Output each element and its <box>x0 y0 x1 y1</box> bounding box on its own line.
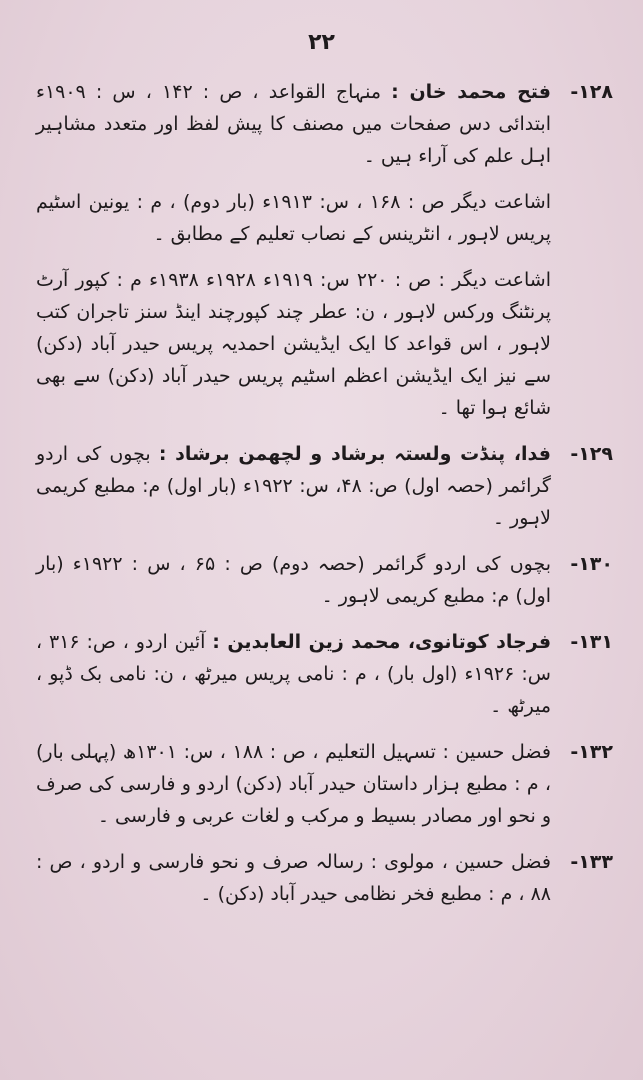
entry-number: ۱۲۹- <box>570 443 613 465</box>
entry-129 <box>36 438 613 534</box>
entry-130 <box>36 548 613 612</box>
entry-128-edition-2 <box>36 186 613 250</box>
entry-132 <box>36 736 613 832</box>
entry-number: ۱۳۰- <box>570 553 613 575</box>
page-number: ۲۲ <box>308 30 335 55</box>
entry-128-edition-3 <box>36 264 613 424</box>
entry-number: ۱۲۸- <box>570 81 613 103</box>
entry-133 <box>36 846 613 910</box>
entry-text: فضل حسین : تسہیل التعلیم ، ص : ۱۸۸ ، س: ۱۳۰۱ھ (پہلی بار) ، م : مطبع ہزار داستان حیدر آباد (دکن) اردو و فارسی کی صرف و نحو اور مصادر بسیط و مرکب و لغات عربی و فارسی ۔ <box>36 741 551 827</box>
entry-number: ۱۳۲- <box>570 741 613 763</box>
entry-author: فتح محمد خان : <box>391 81 551 103</box>
entry-author: فدا، پنڈت ولستہ برشاد و لچھمن برشاد : <box>158 443 551 465</box>
entry-text: اشاعت دیگر : ص : ۲۲۰ س: ۱۹۱۹ء ۱۹۲۸ء ۱۹۳۸ء م : کپور آرٹ پرنٹنگ ورکس لاہور ، ن: عطر چند کپورچند اینڈ سنز تاجران کتب لاہور ، اس قواعد کا ایک ایڈیشن احمدیہ پریس حیدر آباد (دکن) سے نیز ایک ایڈیشن اعظم اسٹیم پریس حیدر آباد (دکن) سے بھی شائع ہوا تھا ۔ <box>36 269 551 419</box>
entry-text: اشاعت دیگر ص : ۱۶۸ ، س: ۱۹۱۳ء (بار دوم) ، م : یونین اسٹیم پریس لاہور ، انٹرینس کے نصاب تعلیم کے مطابق ۔ <box>36 191 551 245</box>
entry-number: ۱۳۳- <box>570 851 613 873</box>
entry-text: منہاج القواعد ، ص : ۱۴۲ ، س : ۱۹۰۹ء ابتدائی دس صفحات میں مصنف کا پیش لفظ اور متعدد مشاہیر اہل علم کی آراء ہیں ۔ <box>36 81 551 167</box>
entry-text: بچوں کی اردو گرائمر (حصہ اول) ص: ۴۸، س: ۱۹۲۲ء (بار اول) م: مطبع کریمی لاہور ۔ <box>36 443 551 529</box>
entry-number: ۱۳۱- <box>570 631 613 653</box>
entry-text: فضل حسین ، مولوی : رسالہ صرف و نحو فارسی و اردو ، ص : ۸۸ ، م : مطبع فخر نظامی حیدر آباد (دکن) ۔ <box>36 851 551 905</box>
entry-text: آئین اردو ، ص: ۳۱۶ ، س: ۱۹۲۶ء (اول بار) ، م : نامی پریس میرٹھ ، ن: نامی بک ڈپو ، میرٹھ ۔ <box>36 631 551 717</box>
entry-text: بچوں کی اردو گرائمر (حصہ دوم) ص : ۶۵ ، س : ۱۹۲۲ء (بار اول) م: مطبع کریمی لاہور ۔ <box>36 553 552 607</box>
bibliography-entries <box>36 76 613 924</box>
entry-128 <box>36 76 613 172</box>
entry-131 <box>36 626 613 722</box>
entry-author: فرجاد کوتانوی، محمد زین العابدین : <box>212 631 552 653</box>
